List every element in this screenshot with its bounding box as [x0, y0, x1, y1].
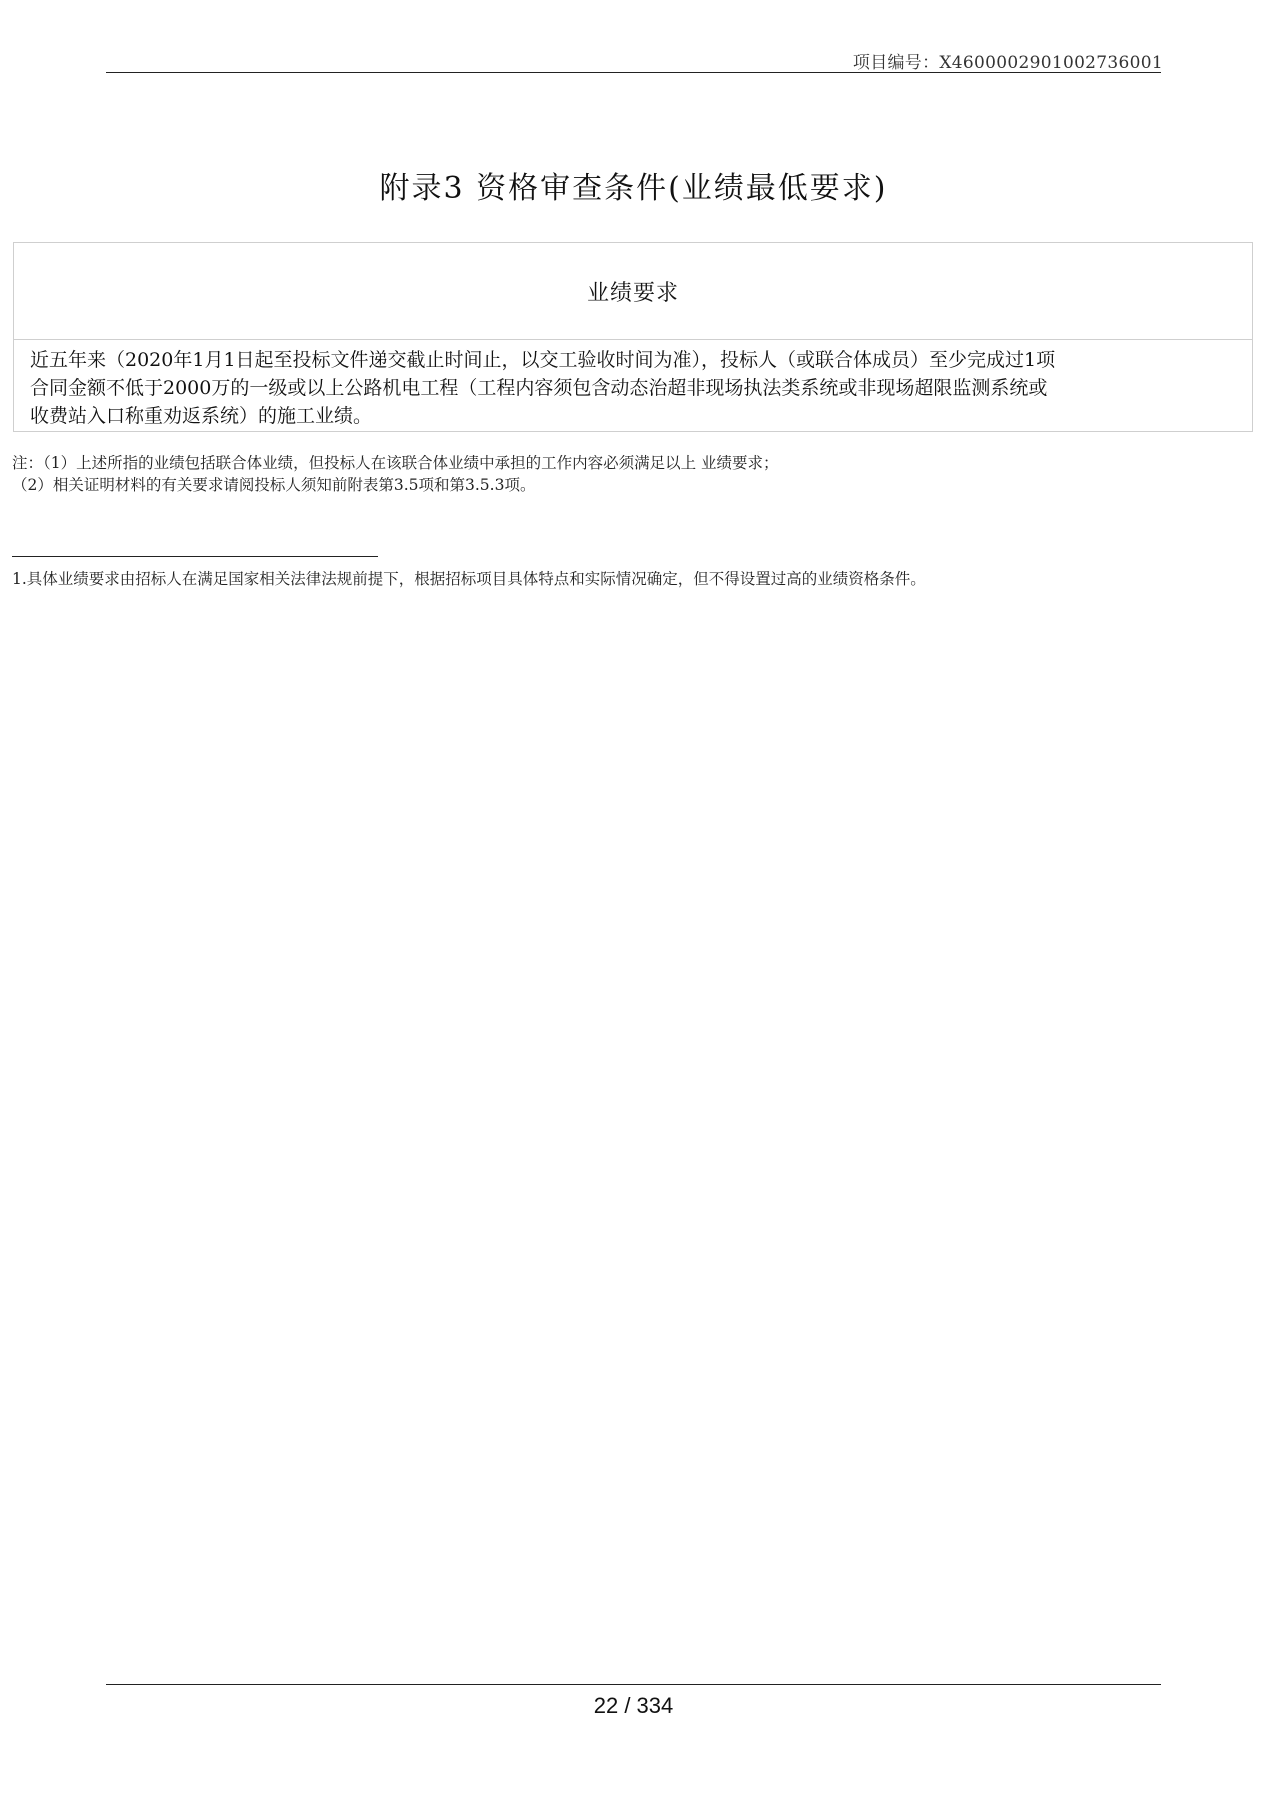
project-number: 项目编号：X4600002901002736001: [852, 53, 1163, 73]
page-title: 附录3 资格审查条件(业绩最低要求): [379, 171, 888, 206]
page-number: 22 / 334: [593, 1693, 674, 1718]
requirement-table-header: 业绩要求: [14, 243, 1252, 340]
footnote: 1.具体业绩要求由招标人在满足国家相关法律法规前提下，根据招标项目具体特点和实际情况确定，但不得设置过高的业绩资格条件。: [12, 570, 926, 588]
notes: [12, 452, 779, 496]
requirement-table-body: [14, 340, 1252, 430]
requirement-line: 近五年来（2020年1月1日起至投标文件递交截止时间止，以交工验收时间为准），投标人（或联合体成员）至少完成过1项: [30, 349, 1056, 371]
note-line: 注：（1）上述所指的业绩包括联合体业绩，但投标人在该联合体业绩中承担的工作内容必须满足以上 业绩要求；: [12, 454, 779, 472]
note-line: （2）相关证明材料的有关要求请阅投标人须知前附表第3.5项和第3.5.3项。: [12, 476, 536, 494]
requirement-table: [13, 242, 1253, 432]
requirement-line: 收费站入口称重劝返系统）的施工业绩。: [30, 405, 373, 427]
header-divider: [106, 72, 1161, 73]
footnote-separator: [12, 556, 378, 557]
footer-divider: [106, 1684, 1161, 1685]
requirement-line: 合同金额不低于2000万的一级或以上公路机电工程（工程内容须包含动态治超非现场执法类系统或非现场超限监测系统或: [30, 377, 1048, 399]
